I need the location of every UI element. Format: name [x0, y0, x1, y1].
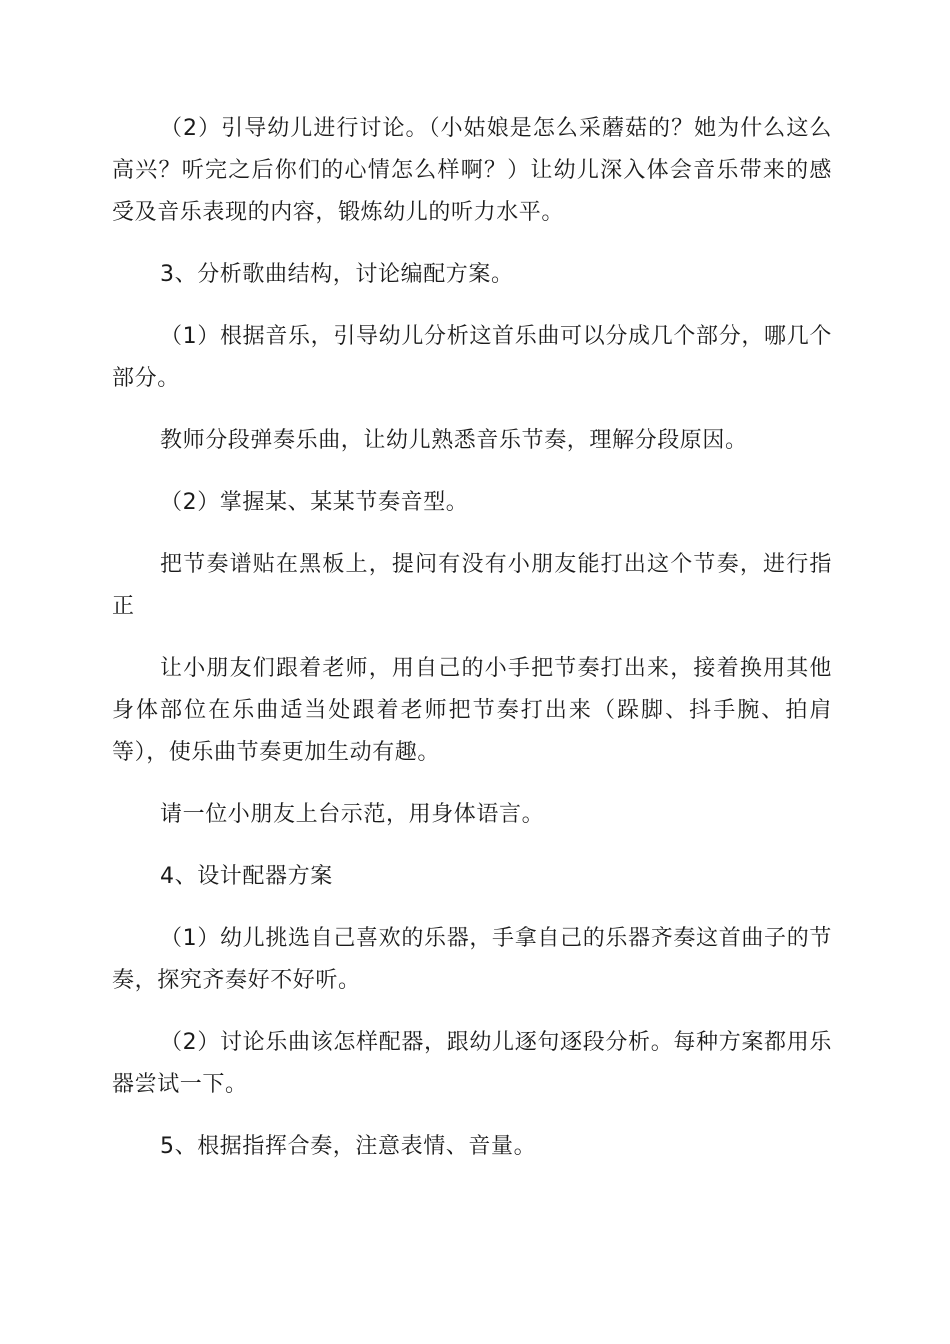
- paragraph-teacher-plays: 教师分段弹奏乐曲，让幼儿熟悉音乐节奏，理解分段原因。: [160, 428, 748, 453]
- paragraph-body-percussion: 让小朋友们跟着老师，用自己的小手把节奏打出来，接着换用其他身体部位在乐曲适当处跟着老师把节奏打出来（跺脚、抖手腕、拍肩等），使乐曲节奏更加生动有趣。: [112, 656, 832, 765]
- document-body: [112, 108, 832, 1168]
- paragraph-orchestration-discussion: （2）讨论乐曲该怎样配器，跟幼儿逐句逐段分析。每种方案都用乐器尝试一下。: [112, 1030, 832, 1097]
- paragraph-step-4-heading: 4、设计配器方案: [160, 864, 333, 889]
- paragraph-step-3-heading: 3、分析歌曲结构，讨论编配方案。: [160, 262, 514, 287]
- paragraph-choose-instruments: （1）幼儿挑选自己喜欢的乐器，手拿自己的乐器齐奏这首曲子的节奏，探究齐奏好不好听。: [112, 926, 832, 993]
- paragraph-analyze-sections: （1）根据音乐，引导幼儿分析这首乐曲可以分成几个部分，哪几个部分。: [112, 324, 832, 391]
- paragraph-discussion-guide: （2）引导幼儿进行讨论。（小姑娘是怎么采蘑菇的？她为什么这么高兴？听完之后你们的心情怎么样啊？）让幼儿深入体会音乐带来的感受及音乐表现的内容，锻炼幼儿的听力水平。: [112, 116, 832, 225]
- paragraph-demonstration: 请一位小朋友上台示范，用身体语言。: [160, 802, 545, 827]
- paragraph-rhythm-chart: 把节奏谱贴在黑板上，提问有没有小朋友能打出这个节奏，进行指正: [112, 552, 832, 619]
- paragraph-rhythm-pattern: （2）掌握某、某某节奏音型。: [160, 490, 469, 515]
- paragraph-step-5-heading: 5、根据指挥合奏，注意表情、音量。: [160, 1134, 537, 1159]
